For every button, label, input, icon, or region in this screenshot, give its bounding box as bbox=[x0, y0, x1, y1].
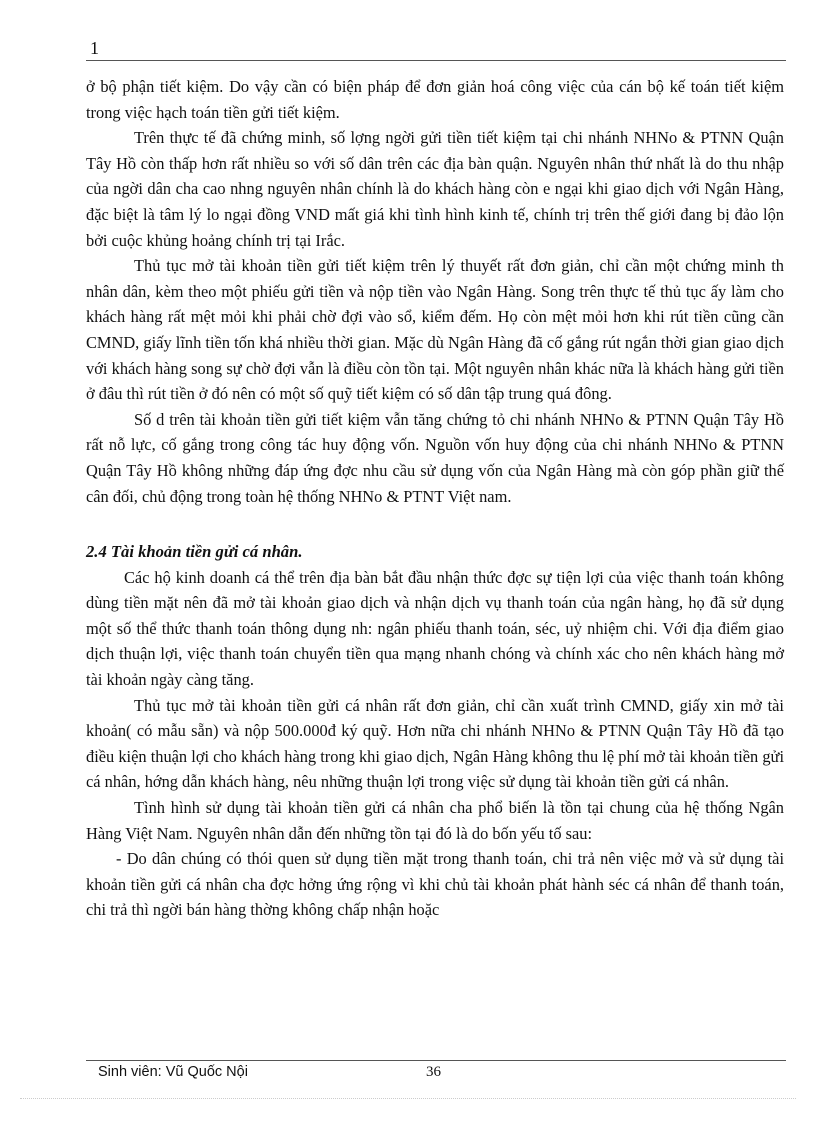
paragraph: Các hộ kinh doanh cá thể trên địa bàn bắt đầu nhận thức đợc sự tiện lợi của việc thanh toán không dùng tiền mặt nên đã mở tài khoản giao dịch và nhận dịch vụ thanh toán của ngân hàng, họ đã sử dụng một số thể thức thanh toán thông dụng nh: ngân phiếu thanh toán, séc, uỷ nhiệm chi. Với địa điểm giao dịch thuận lợi, việc thanh toán chuyển tiền qua mạng nhanh chóng và chính xác cho nên khách hàng mở tài khoản ngày càng tăng. bbox=[86, 567, 784, 690]
footer-divider bbox=[86, 1060, 786, 1061]
paragraph: Thủ tục mở tài khoản tiền gửi tiết kiệm trên lý thuyết rất đơn giản, chỉ cần một chứng minh th nhân dân, kèm theo một phiếu gửi tiền và nộp tiền vào Ngân Hàng. Song trên thực tế thủ tục ấy làm cho khách hàng rất mệt mỏi khi phải chờ đợi vào sổ, kiểm đếm. Họ còn mệt mỏi hơn khi rút tiền cũng cần CMND, giấy lĩnh tiền tốn khá nhiều thời gian. Mặc dù Ngân Hàng đã cố gắng rút ngắn thời gian giao dịch với khách hàng song sự chờ đợi vẫn là điều còn tồn tại. Một nguyên nhân khác nữa là khách hàng gửi tiền ở đâu thì rút tiền ở đó nên có một số quỹ tiết kiệm có số dân tập trung quá đông. bbox=[86, 256, 784, 404]
paragraph: - Do dân chúng có thói quen sử dụng tiền mặt trong thanh toán, chi trả nên việc mở và sử dụng tài khoản tiền gửi cá nhân cha đợc hởng ứng rộng vì khi chủ tài khoản phát hành séc cá nhân để thanh toán, chi trả thì ngời bán hàng thờng không chấp nhận hoặc bbox=[86, 849, 784, 920]
paragraph: ở bộ phận tiết kiệm. Do vậy cần có biện pháp để đơn giản hoá công việc của cán bộ kế toán tiết kiệm trong việc hạch toán tiền gửi tiết kiệm. bbox=[86, 77, 784, 122]
header-divider bbox=[86, 60, 786, 61]
paragraph: Tình hình sử dụng tài khoản tiền gửi cá nhân cha phổ biến là tồn tại chung của hệ thống Ngân Hàng Việt Nam. Nguyên nhân dẫn đến những tồn tại đó là do bốn yếu tố sau: bbox=[86, 798, 784, 843]
document-body bbox=[86, 74, 784, 923]
paragraph: Số d trên tài khoản tiền gửi tiết kiệm vẫn tăng chứng tỏ chi nhánh NHNo & PTNN Quận Tây Hồ rất nỗ lực, cố gắng trong công tác huy động vốn. Nguồn vốn huy động của chi nhánh NHNo & PTNN Quận Tây Hồ không những đáp ứng đợc nhu cầu sử dụng vốn của Ngân Hàng mà còn góp phần giữ thế cân đối, chủ động trong toàn hệ thống NHNo & PTNT Việt nam. bbox=[86, 409, 784, 506]
paragraph: Thủ tục mở tài khoản tiền gửi cá nhân rất đơn giản, chỉ cần xuất trình CMND, giấy xin mở tài khoản( có mẫu sẵn) và nộp 500.000đ ký quỹ. Hơn nữa chi nhánh NHNo & PTNN Quận Tây Hồ đã tạo điều kiện thuận lợi cho khách hàng trong khi giao dịch, Ngân Hàng không thu lệ phí mở tài khoản tiền gửi cá nhân, hớng dẫn khách hàng, nêu những thuận lợi trong việc sử dụng tài khoản tiền gửi cá nhân. bbox=[86, 695, 784, 792]
paragraph: Trên thực tế đã chứng minh, số lợng ngời gửi tiền tiết kiệm tại chi nhánh NHNo & PTNN Quận Tây Hồ còn thấp hơn rất nhiều so với số dân trên các địa bàn quận. Nguyên nhân thứ nhất là do thu nhập của ngời dân cha cao nhng nguyên nhân chính là do khách hàng còn e ngại khi giao dịch với Ngân Hàng, đặc biệt là tâm lý lo ngại đồng VND mất giá khi tình hình kinh tế, chính trị trên thế giới đang bị đảo lộn bởi cuộc khủng hoảng chính trị tại Irắc. bbox=[86, 128, 784, 250]
section-heading: 2.4 Tài khoản tiền gửi cá nhân. bbox=[86, 542, 303, 562]
footer-student: Sinh viên: Vũ Quốc Nội bbox=[98, 1064, 248, 1080]
footer-page-number: 36 bbox=[426, 1064, 441, 1080]
page-edge-divider bbox=[20, 1098, 796, 1099]
page-number: 1 bbox=[90, 38, 99, 58]
